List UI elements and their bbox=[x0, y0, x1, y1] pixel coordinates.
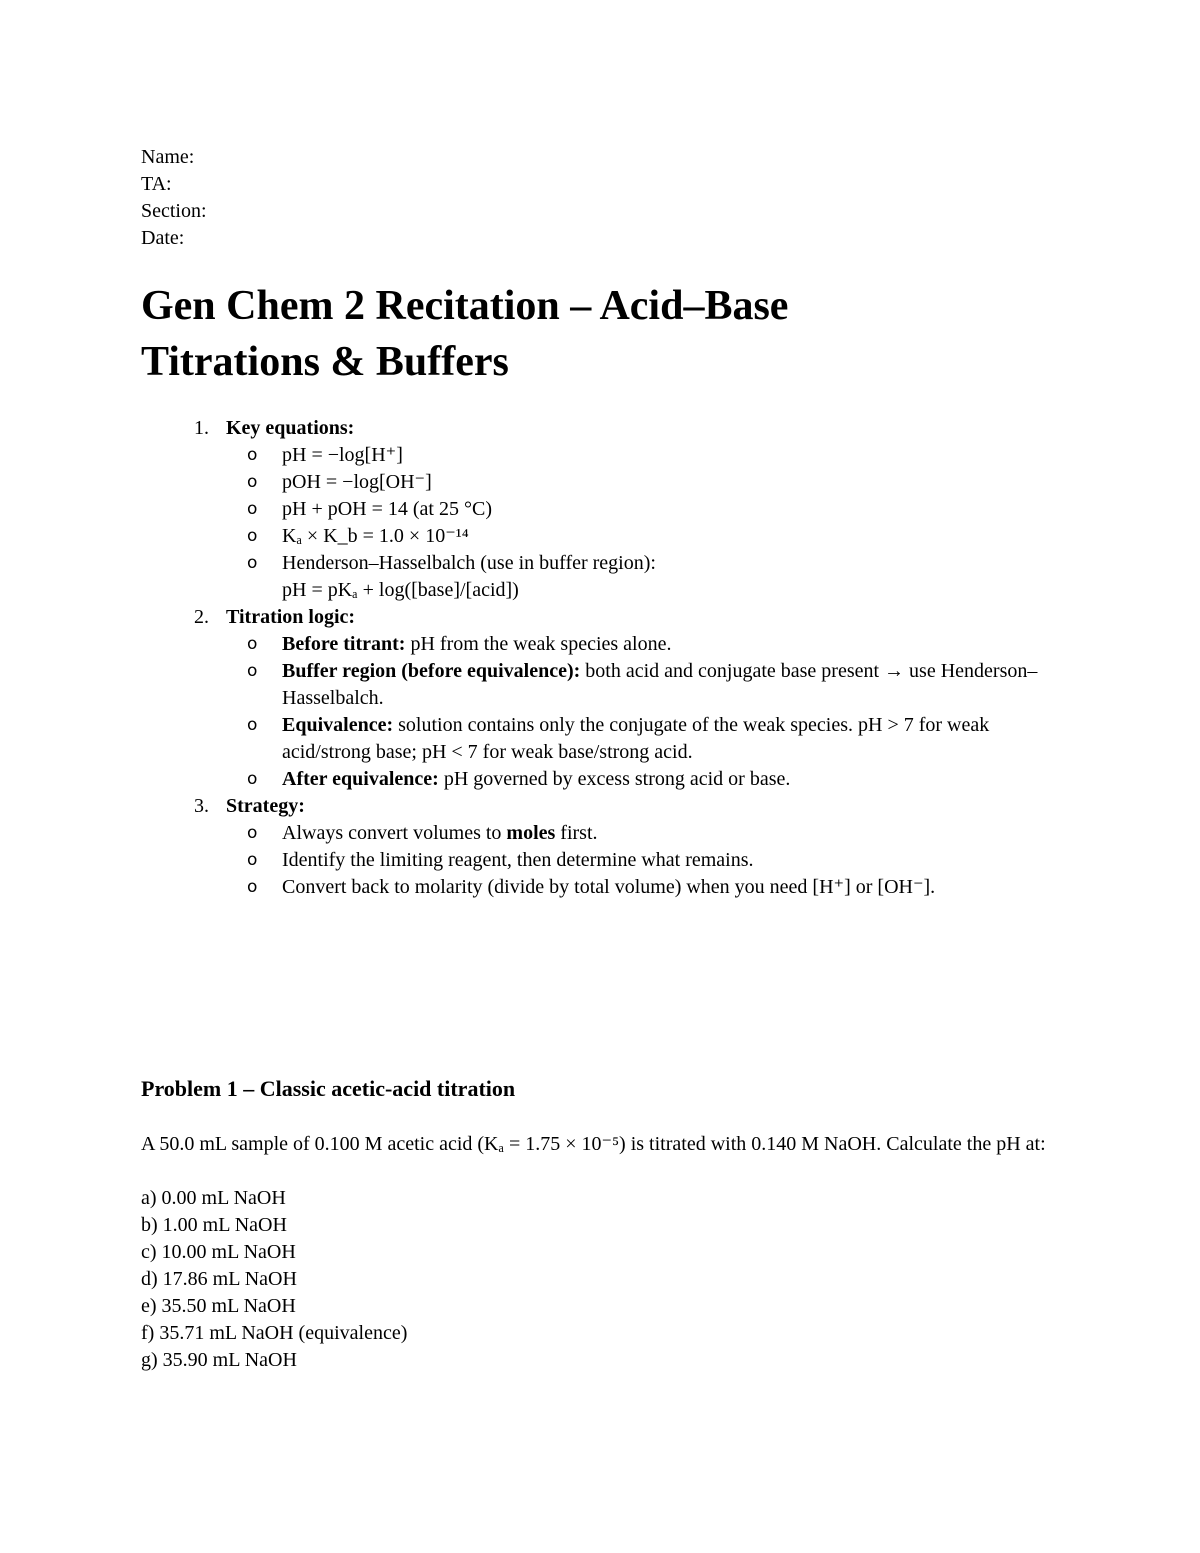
list-item bbox=[141, 631, 1081, 658]
item-equation: pH = pKₐ + log([base]/[acid]) bbox=[282, 579, 519, 601]
bullet-icon: o bbox=[247, 877, 258, 897]
bullet-icon: o bbox=[247, 526, 258, 546]
list-item bbox=[141, 523, 1081, 550]
section-number: 1. bbox=[194, 417, 209, 439]
section-key-equations bbox=[141, 415, 1081, 604]
problem-part: b) 1.00 mL NaOH bbox=[141, 1214, 287, 1236]
list-item bbox=[141, 469, 1081, 496]
title-line-1: Gen Chem 2 Recitation – Acid–Base bbox=[141, 283, 789, 329]
item-text: pH = −log[H⁺] bbox=[282, 444, 403, 466]
date-label: Date: bbox=[141, 227, 185, 249]
section-number: 3. bbox=[194, 795, 209, 817]
section-number: 2. bbox=[194, 606, 209, 628]
list-item bbox=[141, 874, 1081, 901]
outline-list bbox=[141, 415, 1081, 901]
bullet-icon: o bbox=[247, 769, 258, 789]
ta-label: TA: bbox=[141, 173, 172, 195]
title-line-2: Titrations & Buffers bbox=[141, 339, 509, 385]
section-label: Section: bbox=[141, 200, 207, 222]
bullet-icon: o bbox=[247, 553, 258, 573]
bullet-icon: o bbox=[247, 472, 258, 492]
problem-stem: A 50.0 mL sample of 0.100 M acetic acid (Kₐ = 1.75 × 10⁻⁵) is titrated with 0.140 M NaOH. Calculate the pH at: bbox=[141, 1133, 1046, 1155]
bullet-icon: o bbox=[247, 499, 258, 519]
problem-parts bbox=[141, 1185, 1081, 1374]
page-title bbox=[141, 278, 1041, 390]
list-item bbox=[141, 442, 1081, 469]
problem-1 bbox=[141, 1074, 1081, 1374]
list-item bbox=[141, 847, 1081, 874]
item-text: pH + pOH = 14 (at 25 °C) bbox=[282, 498, 492, 520]
item-label: Before titrant: bbox=[282, 633, 406, 655]
bullet-icon: o bbox=[247, 823, 258, 843]
problem-part: c) 10.00 mL NaOH bbox=[141, 1241, 296, 1263]
item-text: pH governed by excess strong acid or base. bbox=[438, 768, 791, 790]
item-text: Henderson–Hasselbalch (use in buffer region): bbox=[282, 552, 656, 574]
problem-part: e) 35.50 mL NaOH bbox=[141, 1295, 296, 1317]
bullet-icon: o bbox=[247, 445, 258, 465]
item-text: Identify the limiting reagent, then determine what remains. bbox=[282, 849, 754, 871]
item-text: both acid and conjugate base present → use Henderson–Hasselbalch. bbox=[282, 660, 1038, 709]
item-text: pOH = −log[OH⁻] bbox=[282, 471, 432, 493]
list-item bbox=[141, 550, 1081, 604]
item-label: Buffer region (before equivalence): bbox=[282, 660, 581, 682]
bullet-icon: o bbox=[247, 850, 258, 870]
name-label: Name: bbox=[141, 146, 195, 168]
item-label: After equivalence: bbox=[282, 768, 439, 790]
item-text: pH from the weak species alone. bbox=[405, 633, 672, 655]
item-text: first. bbox=[555, 822, 598, 844]
item-label: Equivalence: bbox=[282, 714, 394, 736]
list-item bbox=[141, 658, 1081, 712]
problem-heading: Problem 1 – Classic acetic-acid titration bbox=[141, 1076, 516, 1101]
problem-part: a) 0.00 mL NaOH bbox=[141, 1187, 286, 1209]
item-text: Always convert volumes to bbox=[282, 822, 507, 844]
item-text: Kₐ × K_b = 1.0 × 10⁻¹⁴ bbox=[282, 525, 469, 547]
list-item bbox=[141, 712, 1081, 766]
problem-part: f) 35.71 mL NaOH (equivalence) bbox=[141, 1322, 408, 1344]
list-item bbox=[141, 820, 1081, 847]
section-title: Strategy: bbox=[226, 795, 305, 817]
bullet-icon: o bbox=[247, 715, 258, 735]
bullet-icon: o bbox=[247, 634, 258, 654]
section-title: Titration logic: bbox=[226, 606, 356, 628]
list-item bbox=[141, 766, 1081, 793]
section-strategy bbox=[141, 793, 1081, 901]
list-item bbox=[141, 496, 1081, 523]
item-text: solution contains only the conjugate of the weak species. pH > 7 for weak acid/strong base; pH < 7 for weak base/strong acid. bbox=[282, 714, 990, 763]
section-titration-logic bbox=[141, 604, 1081, 793]
item-emphasis: moles bbox=[506, 822, 556, 844]
problem-part: d) 17.86 mL NaOH bbox=[141, 1268, 297, 1290]
section-title: Key equations: bbox=[226, 417, 355, 439]
student-info-header bbox=[141, 144, 207, 252]
problem-part: g) 35.90 mL NaOH bbox=[141, 1349, 297, 1371]
bullet-icon: o bbox=[247, 661, 258, 681]
item-text: Convert back to molarity (divide by total volume) when you need [H⁺] or [OH⁻]. bbox=[282, 876, 936, 898]
